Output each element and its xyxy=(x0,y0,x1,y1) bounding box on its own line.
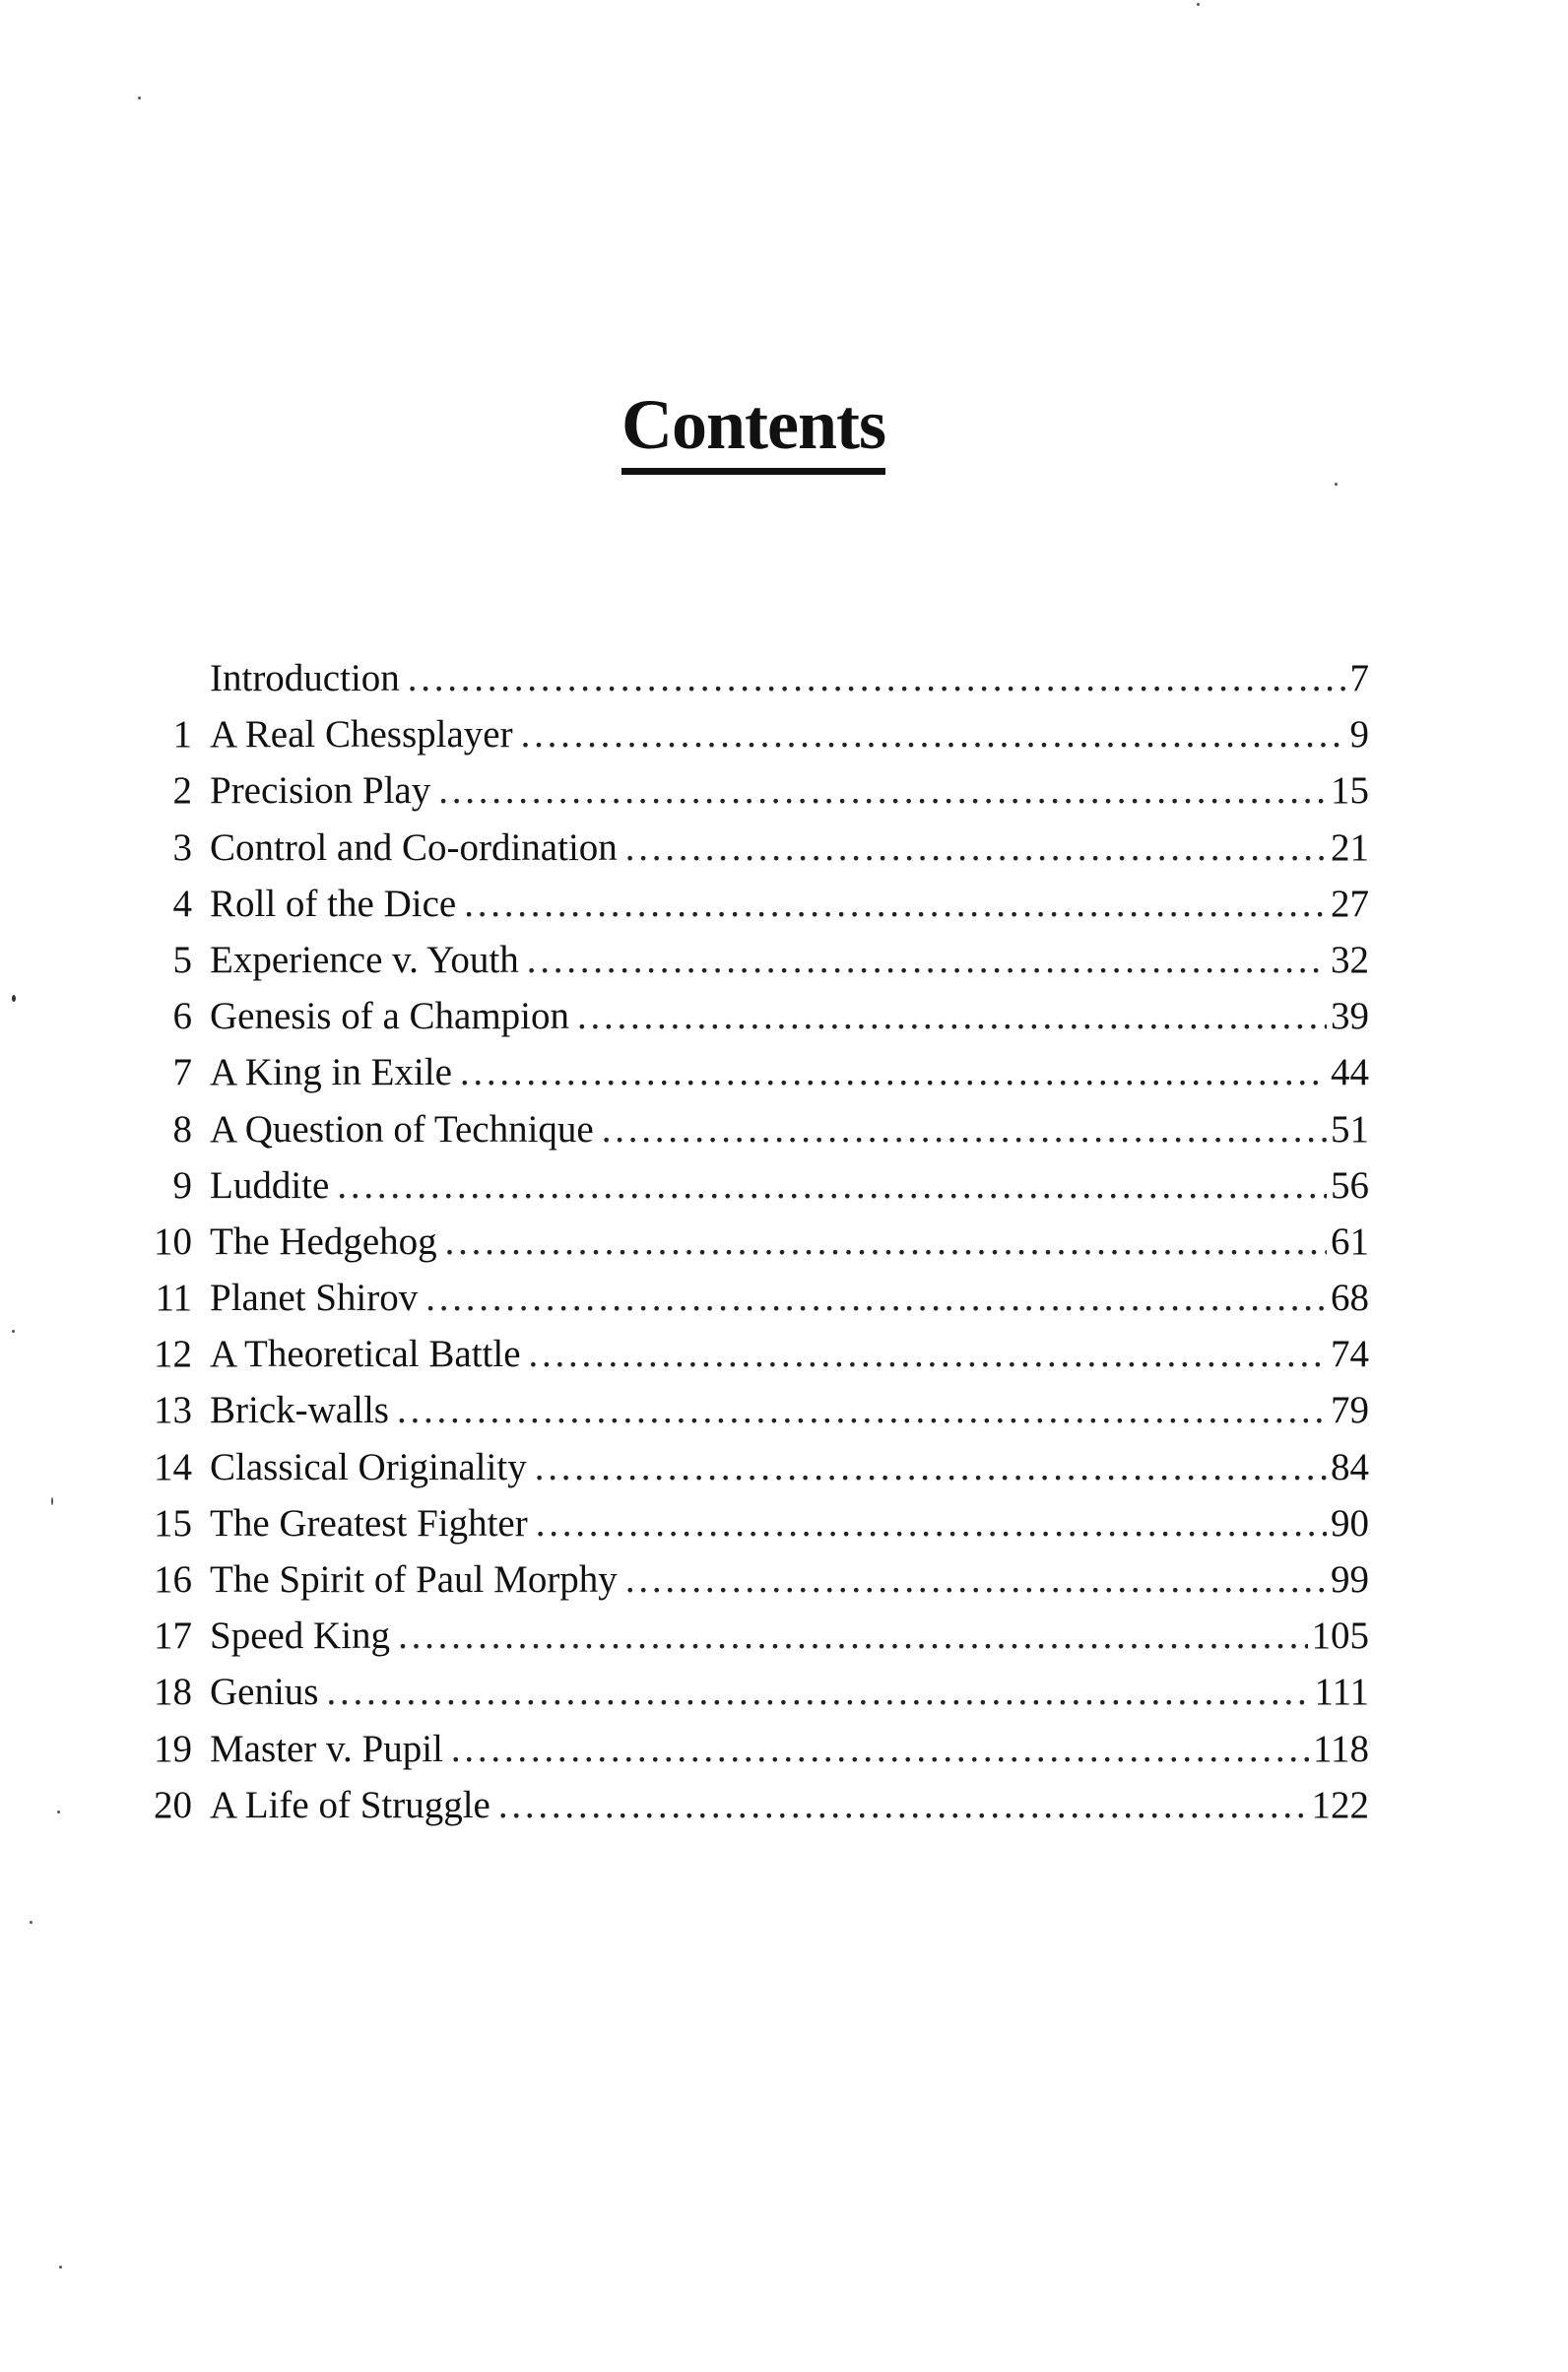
heading-wrapper xyxy=(0,385,1507,475)
chapter-number: 10 xyxy=(154,1219,192,1263)
chapter-number: 18 xyxy=(154,1671,192,1714)
dot-leader xyxy=(521,706,1346,762)
chapter-number: 8 xyxy=(172,1107,192,1151)
dot-leader xyxy=(438,762,1327,819)
chapter-title: A Life of Struggle xyxy=(210,1783,490,1826)
dot-leader xyxy=(577,988,1327,1044)
chapter-title: Introduction xyxy=(210,657,400,699)
dot-leader xyxy=(625,820,1327,876)
dot-leader xyxy=(337,1157,1327,1214)
chapter-title: Speed King xyxy=(210,1614,391,1658)
scan-speck xyxy=(1197,3,1200,6)
dot-leader xyxy=(327,1664,1311,1720)
dot-leader xyxy=(464,876,1327,932)
chapter-number: 14 xyxy=(154,1445,192,1488)
page-number: 15 xyxy=(1331,769,1369,813)
page-title: Contents xyxy=(621,389,885,475)
chapter-title: Precision Play xyxy=(210,769,431,813)
toc-entry xyxy=(138,1101,1369,1157)
chapter-title: Classical Originality xyxy=(210,1445,527,1488)
toc-entry xyxy=(138,988,1369,1044)
chapter-title: The Hedgehog xyxy=(210,1219,437,1263)
chapter-title: A Real Chessplayer xyxy=(210,713,513,757)
chapter-number: 9 xyxy=(172,1163,192,1207)
chapter-number: 17 xyxy=(154,1614,192,1658)
scan-speck xyxy=(12,995,16,1002)
toc-entry xyxy=(138,762,1369,819)
page-number: 74 xyxy=(1331,1333,1369,1376)
page-number: 99 xyxy=(1331,1558,1369,1601)
page-number: 51 xyxy=(1331,1107,1369,1151)
page-number: 39 xyxy=(1331,995,1369,1038)
toc-entry xyxy=(138,1382,1369,1438)
scan-speck xyxy=(30,1921,33,1924)
page-number: 61 xyxy=(1331,1219,1369,1263)
dot-leader xyxy=(408,650,1346,706)
scan-speck xyxy=(12,1330,15,1333)
chapter-title: A Theoretical Battle xyxy=(210,1333,521,1376)
chapter-title: A King in Exile xyxy=(210,1051,452,1094)
page-number: 27 xyxy=(1331,882,1369,925)
chapter-title: Experience v. Youth xyxy=(210,938,519,981)
dot-leader xyxy=(536,1495,1327,1551)
page-number: 44 xyxy=(1331,1051,1369,1094)
page-number: 7 xyxy=(1349,657,1369,699)
toc-entry xyxy=(138,1326,1369,1382)
chapter-title: The Greatest Fighter xyxy=(210,1501,528,1545)
page-number: 32 xyxy=(1331,938,1369,981)
dot-leader xyxy=(425,1270,1327,1326)
dot-leader xyxy=(527,932,1327,988)
toc-entry xyxy=(138,1777,1369,1833)
chapter-number: 19 xyxy=(154,1727,192,1770)
scan-speck xyxy=(1335,483,1338,486)
page-number: 9 xyxy=(1349,713,1369,757)
chapter-number: 4 xyxy=(172,882,192,925)
chapter-title: Genius xyxy=(210,1671,319,1714)
toc-entry xyxy=(138,932,1369,988)
chapter-number: 16 xyxy=(154,1558,192,1601)
dot-leader xyxy=(445,1214,1327,1270)
dot-leader xyxy=(397,1382,1327,1438)
chapter-title: Planet Shirov xyxy=(210,1277,419,1320)
scan-speck xyxy=(51,1497,53,1505)
chapter-number: 13 xyxy=(154,1389,192,1432)
chapter-number: 2 xyxy=(172,769,192,813)
toc-entry xyxy=(138,1721,1369,1777)
dot-leader xyxy=(529,1326,1327,1382)
toc-entry xyxy=(138,1439,1369,1495)
page-number: 79 xyxy=(1331,1389,1369,1432)
chapter-number: 6 xyxy=(172,995,192,1038)
page-number: 105 xyxy=(1311,1614,1369,1658)
dot-leader xyxy=(460,1044,1327,1100)
scan-speck xyxy=(57,1811,60,1813)
chapter-number: 20 xyxy=(154,1783,192,1826)
dot-leader xyxy=(535,1439,1327,1495)
scan-speck xyxy=(138,97,141,99)
page-number: 118 xyxy=(1312,1727,1369,1770)
toc-entry xyxy=(138,650,1369,706)
toc-entry xyxy=(138,1270,1369,1326)
chapter-title: Brick-walls xyxy=(210,1389,389,1432)
toc-entry xyxy=(138,706,1369,762)
page-number: 56 xyxy=(1331,1163,1369,1207)
chapter-title: Master v. Pupil xyxy=(210,1727,443,1770)
dot-leader xyxy=(498,1777,1308,1833)
toc-entry xyxy=(138,1214,1369,1270)
chapter-number: 12 xyxy=(154,1333,192,1376)
toc-entry xyxy=(138,820,1369,876)
dot-leader xyxy=(451,1721,1309,1777)
page-number: 84 xyxy=(1331,1445,1369,1488)
chapter-title: Luddite xyxy=(210,1163,330,1207)
page-number: 122 xyxy=(1311,1783,1369,1826)
chapter-number: 1 xyxy=(172,713,192,757)
chapter-number: 5 xyxy=(172,938,192,981)
dot-leader xyxy=(602,1101,1327,1157)
toc-entry xyxy=(138,1044,1369,1100)
chapter-number: 15 xyxy=(154,1501,192,1545)
page-number: 90 xyxy=(1331,1501,1369,1545)
page-number: 21 xyxy=(1331,825,1369,869)
chapter-title: Roll of the Dice xyxy=(210,882,457,925)
toc-entry xyxy=(138,876,1369,932)
dot-leader xyxy=(625,1551,1327,1608)
page-number: 68 xyxy=(1331,1277,1369,1320)
chapter-title: Control and Co-ordination xyxy=(210,825,618,869)
chapter-title: Genesis of a Champion xyxy=(210,995,570,1038)
toc-entry xyxy=(138,1495,1369,1551)
chapter-number: 3 xyxy=(172,825,192,869)
chapter-title: A Question of Technique xyxy=(210,1107,594,1151)
chapter-number: 7 xyxy=(172,1051,192,1094)
dot-leader xyxy=(398,1608,1307,1664)
toc-entry xyxy=(138,1664,1369,1720)
page-number: 111 xyxy=(1314,1671,1369,1714)
chapter-title: The Spirit of Paul Morphy xyxy=(210,1558,618,1601)
scan-speck xyxy=(59,2266,62,2269)
chapter-number: 11 xyxy=(155,1277,192,1320)
toc-entry xyxy=(138,1608,1369,1664)
toc-entry xyxy=(138,1157,1369,1214)
toc-entry xyxy=(138,1551,1369,1608)
table-of-contents xyxy=(138,650,1369,1833)
